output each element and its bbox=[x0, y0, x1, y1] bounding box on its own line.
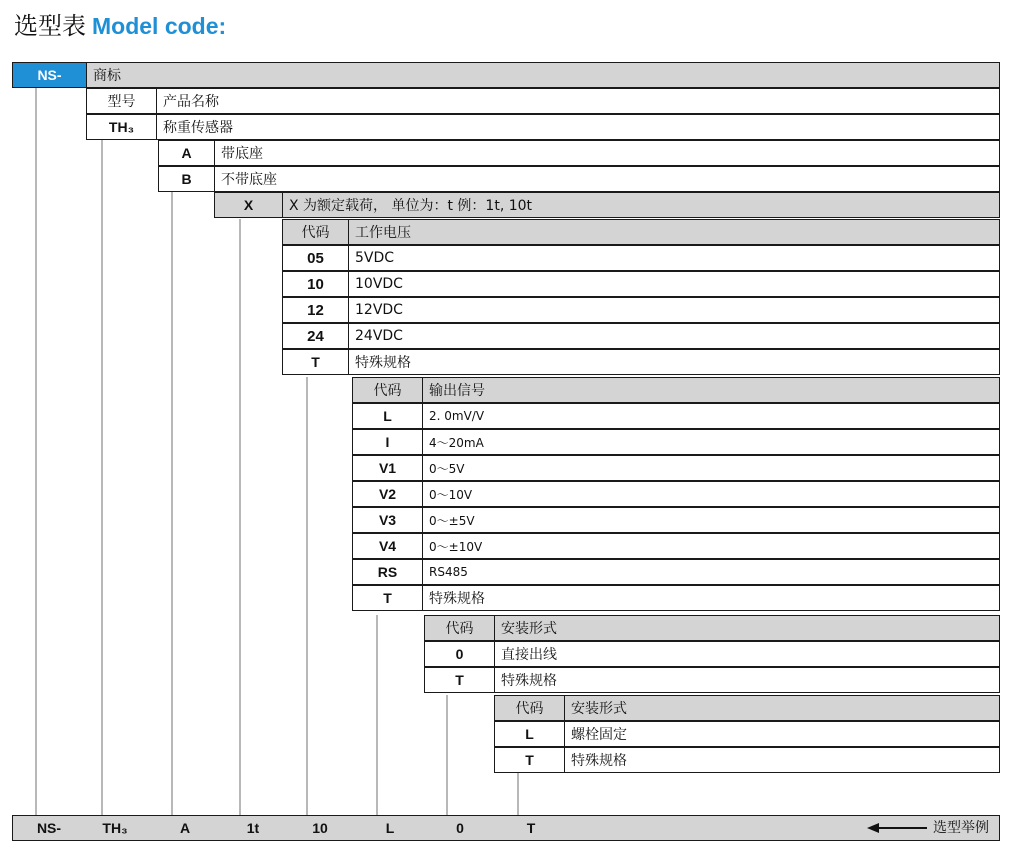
example-part: NS- bbox=[36, 820, 62, 836]
row-v12 bbox=[282, 297, 1000, 323]
title-en: Model code: bbox=[92, 13, 227, 39]
row-sig-v1 bbox=[352, 455, 1000, 481]
row-description: 不带底座 bbox=[221, 172, 277, 188]
row-mount-0 bbox=[424, 641, 1000, 667]
example-part: L bbox=[385, 820, 395, 836]
row-code: 代码 bbox=[353, 378, 423, 402]
row-code: 10 bbox=[283, 272, 349, 296]
row-sig-t bbox=[352, 585, 1000, 611]
row-code: B bbox=[159, 167, 215, 191]
row-description: 2. 0mV/V bbox=[429, 409, 485, 423]
example-label-text: 选型举例 bbox=[933, 820, 989, 836]
row-description: 12VDC bbox=[355, 302, 403, 318]
row-description: 0～5V bbox=[429, 461, 465, 476]
row-description: 特殊规格 bbox=[429, 591, 485, 607]
row-code: V4 bbox=[353, 534, 423, 558]
row-code: 代码 bbox=[283, 220, 349, 244]
row-code: T bbox=[495, 748, 565, 772]
example-label bbox=[867, 816, 989, 840]
row-description: 带底座 bbox=[221, 146, 263, 162]
row-v24 bbox=[282, 323, 1000, 349]
row-base-b bbox=[158, 166, 1000, 192]
example-part: T bbox=[526, 820, 536, 836]
row-code: NS- bbox=[13, 63, 87, 87]
row-description: 安装形式 bbox=[501, 621, 557, 637]
row-voltage-header bbox=[282, 219, 1000, 245]
row-description: 0～10V bbox=[429, 487, 473, 502]
row-sig-v4 bbox=[352, 533, 1000, 559]
row-signal-header bbox=[352, 377, 1000, 403]
example-row bbox=[12, 815, 1000, 841]
row-code: V1 bbox=[353, 456, 423, 480]
row-code: 型号 bbox=[87, 89, 157, 113]
example-part: 10 bbox=[312, 820, 328, 836]
row-code: 05 bbox=[283, 246, 349, 270]
row-brand bbox=[12, 62, 1000, 88]
row-description: X 为额定载荷， 单位为：t 例：1t, 10t bbox=[289, 198, 533, 214]
row-description: 螺栓固定 bbox=[571, 727, 627, 743]
row-code: TH₃ bbox=[87, 115, 157, 139]
row-code: I bbox=[353, 430, 423, 454]
row-code: T bbox=[353, 586, 423, 610]
row-description: 24VDC bbox=[355, 328, 403, 344]
row-fix-header bbox=[494, 695, 1000, 721]
row-model bbox=[86, 88, 1000, 114]
row-mount-header bbox=[424, 615, 1000, 641]
row-fix-t bbox=[494, 747, 1000, 773]
row-description: 0～±5V bbox=[429, 513, 475, 528]
row-description: 4～20mA bbox=[429, 435, 484, 450]
example-part: 1t bbox=[246, 820, 260, 836]
row-fix-l bbox=[494, 721, 1000, 747]
row-code: A bbox=[159, 141, 215, 165]
row-v05 bbox=[282, 245, 1000, 271]
row-description: 工作电压 bbox=[355, 225, 411, 241]
row-code: RS bbox=[353, 560, 423, 584]
row-sig-v2 bbox=[352, 481, 1000, 507]
row-description: 产品名称 bbox=[163, 94, 219, 110]
row-description: 直接出线 bbox=[501, 647, 557, 663]
row-load bbox=[214, 192, 1000, 218]
row-code: V3 bbox=[353, 508, 423, 532]
row-code: T bbox=[283, 350, 349, 374]
row-description: 特殊规格 bbox=[501, 673, 557, 689]
row-code: L bbox=[495, 722, 565, 746]
row-v-special bbox=[282, 349, 1000, 375]
row-code: 代码 bbox=[495, 696, 565, 720]
row-base-a bbox=[158, 140, 1000, 166]
row-description: 特殊规格 bbox=[355, 355, 411, 371]
row-description: 称重传感器 bbox=[163, 120, 233, 136]
row-description: 特殊规格 bbox=[571, 753, 627, 769]
example-part: TH₃ bbox=[102, 820, 128, 836]
row-description: 输出信号 bbox=[429, 383, 485, 399]
example-part: A bbox=[179, 820, 191, 836]
row-code: V2 bbox=[353, 482, 423, 506]
row-mount-t bbox=[424, 667, 1000, 693]
row-description: 10VDC bbox=[355, 276, 403, 292]
row-description: 5VDC bbox=[355, 250, 395, 266]
row-code: 24 bbox=[283, 324, 349, 348]
row-description: 0～±10V bbox=[429, 539, 483, 554]
row-code: 0 bbox=[425, 642, 495, 666]
example-part: 0 bbox=[456, 820, 464, 836]
row-description: 商标 bbox=[93, 68, 121, 84]
arrow-left-icon bbox=[867, 823, 927, 833]
row-sig-i bbox=[352, 429, 1000, 455]
row-sig-l bbox=[352, 403, 1000, 429]
row-sig-rs bbox=[352, 559, 1000, 585]
row-code: X bbox=[215, 193, 283, 217]
title-cn: 选型表 bbox=[14, 12, 86, 40]
row-description: 安装形式 bbox=[571, 701, 627, 717]
row-description: RS485 bbox=[429, 565, 468, 579]
row-v10 bbox=[282, 271, 1000, 297]
row-code: T bbox=[425, 668, 495, 692]
row-code: 12 bbox=[283, 298, 349, 322]
row-code: 代码 bbox=[425, 616, 495, 640]
row-code: L bbox=[353, 404, 423, 428]
row-ths bbox=[86, 114, 1000, 140]
row-sig-v3 bbox=[352, 507, 1000, 533]
